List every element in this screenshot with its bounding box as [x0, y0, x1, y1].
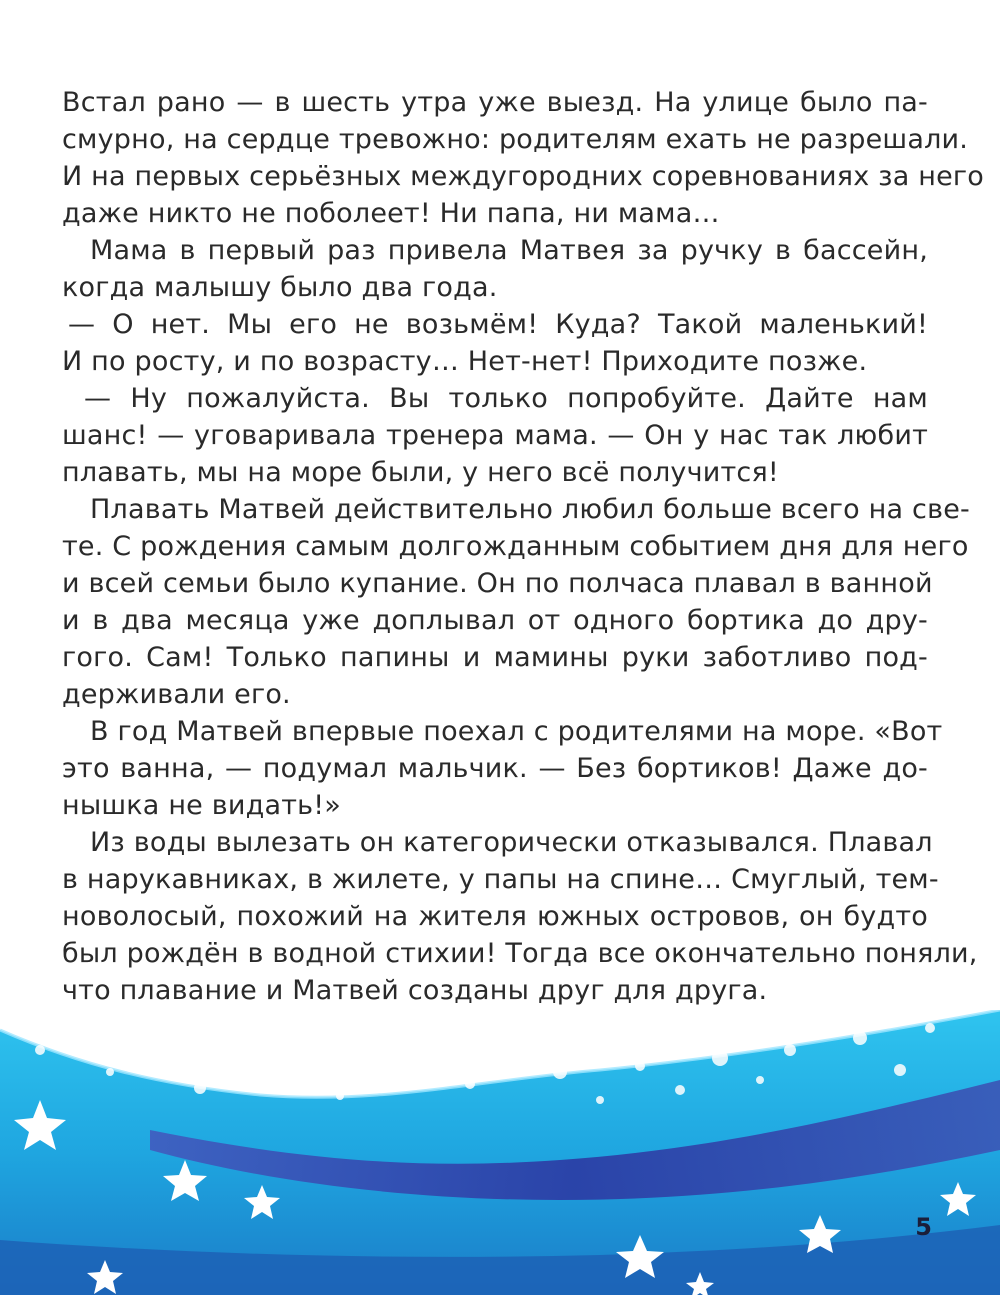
text-line: — О нет. Мы его не возьмём! Куда? Такой маленький! — [68, 309, 928, 340]
text-line: Плавать Матвей действительно любил больше всего на све- — [90, 494, 970, 525]
text-line: смурно, на сердце тревожно: родителям ехать не разрешали. — [62, 124, 969, 155]
text-line: гого. Сам! Только папины и мамины руки заботливо под- — [62, 642, 928, 673]
text-line: И на первых серьёзных междугородних соревнованиях за него — [62, 161, 985, 192]
text-line: те. С рождения самым долгожданным событием дня для него — [62, 531, 969, 562]
text-line: В год Матвей впервые поехал с родителями на море. «Вот — [90, 716, 943, 747]
text-line: это ванна, — подумал мальчик. — Без бортиков! Даже до- — [62, 753, 928, 784]
paragraph-4 — [62, 380, 928, 491]
text-line: И по росту, и по возрасту… Нет-нет! Приходите позже. — [62, 346, 868, 377]
page-number: 5 — [915, 1213, 932, 1241]
text-line: и в два месяца уже доплывал от одного бортика до дру- — [62, 605, 928, 636]
paragraph-2 — [62, 232, 928, 306]
text-line: шанс! — уговаривала тренера мама. — Он у нас так любит — [62, 420, 928, 451]
paragraph-1 — [62, 84, 985, 232]
paragraph-5 — [62, 491, 970, 713]
paragraph-3 — [62, 306, 928, 380]
text-line: Мама в первый раз привела Матвея за ручку в бассейн, — [90, 235, 928, 266]
text-line: даже никто не поболеет! Ни папа, ни мама… — [62, 198, 720, 229]
water-illustration — [0, 1010, 1000, 1295]
text-line: что плавание и Матвей созданы друг для друга. — [62, 975, 768, 1006]
body-text — [62, 84, 985, 1009]
text-line: когда малышу было два года. — [62, 272, 498, 303]
paragraph-7 — [62, 824, 978, 1009]
text-line: — Ну пожалуйста. Вы только попробуйте. Дайте нам — [84, 383, 928, 414]
text-line: новолосый, похожий на жителя южных островов, он будто — [62, 901, 928, 932]
text-line: в нарукавниках, в жилете, у папы на спине… Смуглый, тем- — [62, 864, 939, 895]
text-line: был рождён в водной стихии! Тогда все окончательно поняли, — [62, 938, 978, 969]
text-line: Встал рано — в шесть утра уже выезд. На улице было па- — [62, 87, 928, 118]
text-line: держивали его. — [62, 679, 291, 710]
text-line: нышка не видать!» — [62, 790, 342, 821]
paragraph-6 — [62, 713, 943, 824]
text-line: плавать, мы на море были, у него всё получится! — [62, 457, 779, 488]
text-line: Из воды вылезать он категорически отказывался. Плавал — [90, 827, 933, 858]
text-line: и всей семьи было купание. Он по полчаса плавал в ванной — [62, 568, 933, 599]
